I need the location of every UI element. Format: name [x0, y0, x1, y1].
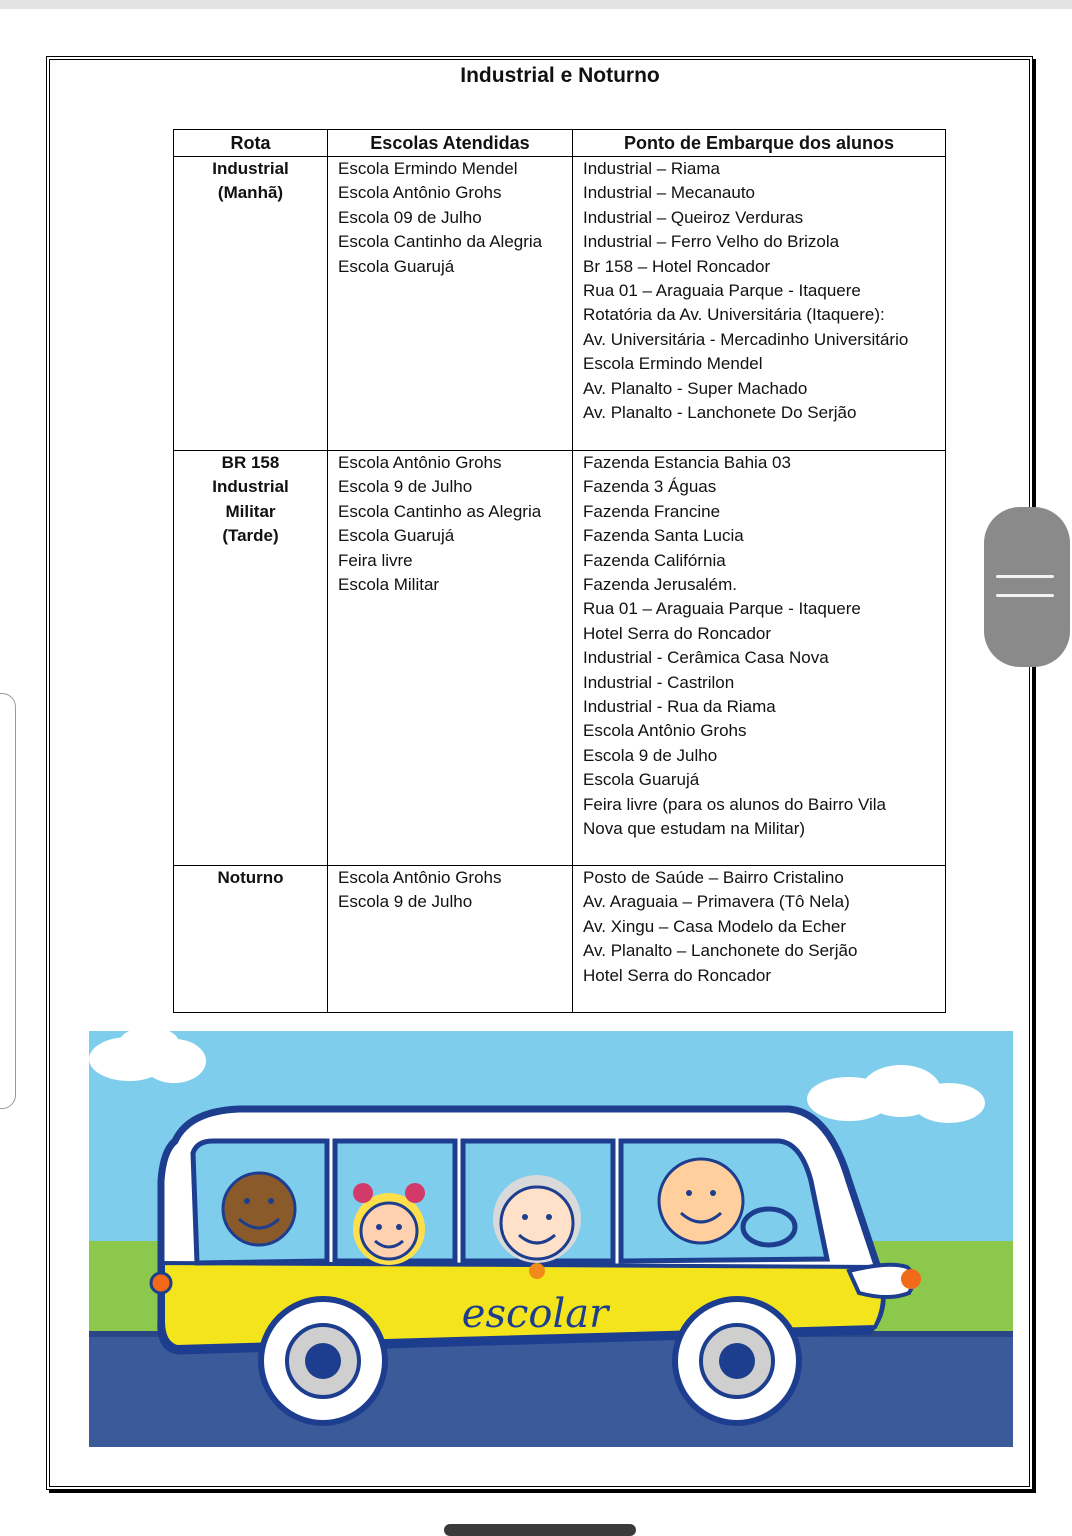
bus-label: escolar [461, 1291, 609, 1337]
escolas-cell [328, 866, 573, 1013]
ponto-item: Hotel Serra do Roncador [583, 965, 772, 985]
ponto-item: Industrial - Rua da Riama [583, 697, 776, 717]
ponto-item: Fazenda Santa Lucia [583, 526, 744, 546]
escola-item: Escola 9 de Julho [338, 477, 473, 497]
ponto-item: Av. Planalto - Super Machado [583, 378, 808, 398]
escola-item: Escola 9 de Julho [338, 892, 473, 912]
ponto-item: Hotel Serra do Roncador [583, 623, 772, 643]
home-indicator[interactable] [444, 1524, 636, 1536]
escola-item: Escola Cantinho da Alegria [338, 232, 543, 252]
status-bar [0, 0, 1072, 9]
ponto-item: Rua 01 – Araguaia Parque - Itaquere [583, 281, 861, 301]
rota-line: Noturno [217, 868, 284, 887]
ponto-item: Fazenda Estancia Bahia 03 [583, 453, 791, 472]
rota-line: Industrial [212, 477, 289, 497]
ponto-item: Escola Ermindo Mendel [583, 354, 763, 374]
drag-handle-icon [996, 594, 1054, 597]
escolas-cell [328, 451, 573, 866]
rota-line: (Tarde) [222, 526, 279, 546]
escola-item: Escola Antônio Grohs [338, 183, 502, 203]
ponto-item: Br 158 – Hotel Roncador [583, 256, 771, 276]
table-header-row [174, 130, 946, 157]
escola-item: Escola Ermindo Mendel [338, 159, 518, 178]
ponto-item: Av. Planalto - Lanchonete Do Serjão [583, 403, 857, 423]
ponto-item: Av. Planalto – Lanchonete do Serjão [583, 941, 858, 961]
ponto-item: Rotatória da Av. Universitária (Itaquere): [583, 305, 885, 325]
ponto-item: Fazenda 3 Águas [583, 477, 717, 497]
header-escolas: Escolas Atendidas [328, 130, 573, 157]
ponto-item: Industrial – Ferro Velho do Brizola [583, 232, 840, 252]
ponto-item: Fazenda Califórnia [583, 550, 726, 570]
ponto-item: Rua 01 – Araguaia Parque - Itaquere [583, 599, 861, 619]
ponto-item: Industrial - Cerâmica Casa Nova [583, 648, 829, 668]
escola-item: Escola Guarujá [338, 526, 455, 546]
escolas-cell [328, 157, 573, 451]
scroll-handle[interactable] [984, 507, 1070, 667]
ponto-item: Fazenda Jerusalém. [583, 575, 738, 595]
ponto-item: Posto de Saúde – Bairro Cristalino [583, 868, 844, 887]
ponto-item: Industrial - Castrilon [583, 672, 735, 692]
ponto-item: Feira livre (para os alunos do Bairro Vila [583, 794, 886, 814]
rota-cell [174, 451, 328, 866]
wheel-front [675, 1299, 799, 1423]
escola-item: Escola Cantinho as Alegria [338, 501, 542, 521]
header-rota: Rota [174, 130, 328, 157]
kid-2 [353, 1183, 425, 1265]
drag-handle-icon [996, 575, 1054, 578]
rota-cell [174, 866, 328, 1013]
kid-1 [223, 1173, 295, 1245]
escola-item: Escola Militar [338, 575, 440, 595]
ponto-item: Av. Araguaia – Primavera (Tô Nela) [583, 892, 850, 912]
ponto-item: Escola Guarujá [583, 770, 700, 790]
routes-table [173, 129, 946, 1013]
escola-item: Escola Antônio Grohs [338, 868, 502, 887]
pontos-cell [573, 157, 946, 451]
escola-item: Feira livre [338, 550, 413, 570]
ponto-item: Av. Xingu – Casa Modelo da Echer [583, 916, 847, 936]
table-row [174, 157, 946, 451]
school-bus-illustration [89, 1031, 1013, 1447]
escola-item: Escola Guarujá [338, 256, 455, 276]
document-title: Industrial e Noturno [460, 64, 660, 87]
rota-line: (Manhã) [217, 183, 284, 203]
header-pontos: Ponto de Embarque dos alunos [573, 130, 946, 157]
escola-item: Escola Antônio Grohs [338, 453, 502, 472]
side-panel-edge[interactable] [0, 693, 16, 1109]
ponto-item: Industrial – Riama [583, 159, 721, 178]
rota-line: Industrial [212, 159, 289, 178]
rota-line: Militar [225, 501, 276, 521]
ponto-item: Av. Universitária - Mercadinho Universitário [583, 329, 909, 349]
pontos-cell [573, 866, 946, 1013]
wheel-back [261, 1299, 385, 1423]
rota-cell [174, 157, 328, 451]
ponto-item: Fazenda Francine [583, 501, 721, 521]
ponto-item: Escola Antônio Grohs [583, 721, 747, 741]
school-bus-svg [89, 1031, 1013, 1447]
rota-line: BR 158 [221, 453, 280, 472]
ponto-item: Industrial – Mecanauto [583, 183, 755, 203]
ponto-item: Industrial – Queiroz Verduras [583, 207, 804, 227]
table-row [174, 451, 946, 866]
escola-item: Escola 09 de Julho [338, 207, 482, 227]
ponto-item: Nova que estudam na Militar) [583, 819, 806, 839]
pontos-cell [573, 451, 946, 866]
ponto-item: Escola 9 de Julho [583, 745, 718, 765]
table-row [174, 866, 946, 1013]
